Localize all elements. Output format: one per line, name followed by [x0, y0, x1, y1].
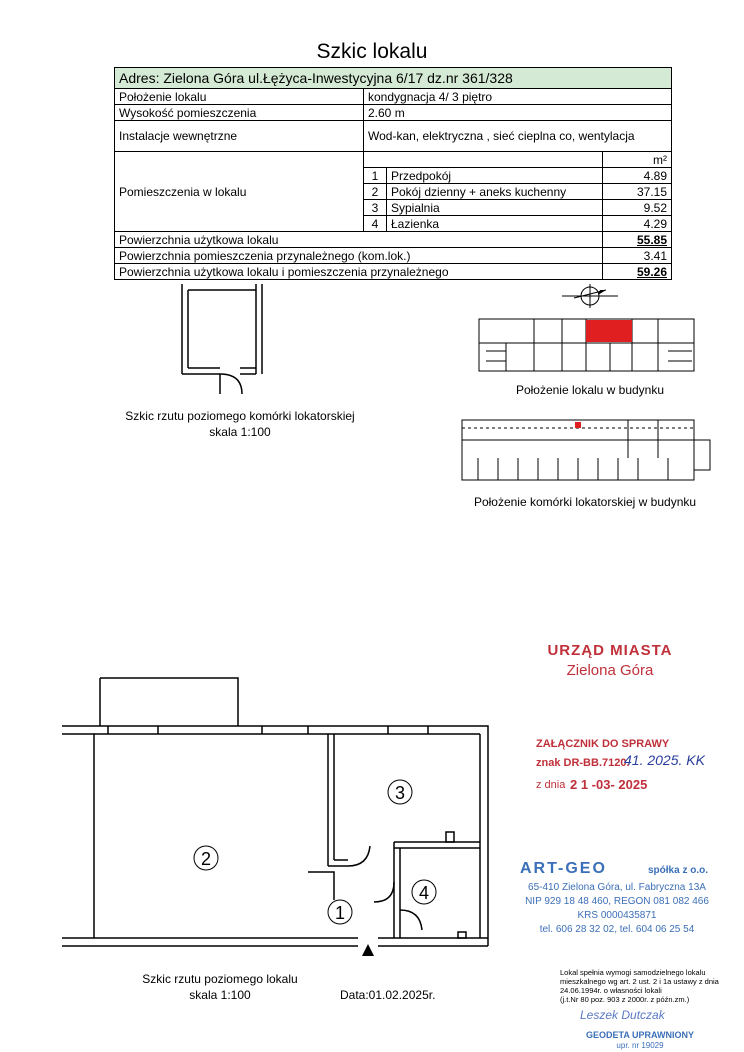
rooms-label: Pomieszczenia w lokalu — [115, 152, 364, 232]
table-row — [115, 105, 672, 121]
room-area: 4.89 — [603, 168, 672, 184]
room-label: 3 — [394, 783, 406, 803]
storage-plan — [160, 282, 290, 402]
legal-note-line: 24.06.1994r. o własności lokali — [560, 986, 662, 995]
surveyor-signature: Leszek Dutczak — [580, 1008, 665, 1022]
room-name: Łazienka — [387, 216, 603, 232]
legal-note-line: mieszkalnego wg art. 2 ust. 2 i 1a ustawy z dnia — [560, 977, 719, 986]
installations-label: Instalacje wewnętrzne — [115, 121, 364, 152]
room-name: Sypialnia — [387, 200, 603, 216]
storage-plan-caption: Szkic rzutu poziomego komórki lokatorskiej — [125, 409, 355, 423]
company-stamp-krs: KRS 0000435871 — [577, 910, 657, 921]
unit-plan-caption: Szkic rzutu poziomego lokalu — [142, 972, 298, 986]
room-name: Przedpokój — [387, 168, 603, 184]
attachment-stamp-date: 2 1 -03- 2025 — [570, 777, 648, 792]
office-stamp-line1: URZĄD MIASTA — [547, 642, 673, 659]
info-table — [114, 67, 672, 280]
legal-note — [560, 968, 730, 1004]
legal-note-line: (j.t.Nr 80 poz. 903 z 2000r. z późn.zm.) — [560, 995, 690, 1004]
installations-value: Wod-kan, elektryczna , sieć cieplna co, wentylacja — [364, 121, 672, 152]
surveyor-title: GEODETA UPRAWNIONY — [585, 1030, 694, 1040]
plan-date: Data:01.02.2025r. — [340, 988, 436, 1002]
height-label: Wysokość pomieszczenia — [115, 105, 364, 121]
total-label: Powierzchnia użytkowa lokalu i pomieszczenia przynależnego — [115, 264, 603, 280]
room-label: 1 — [334, 903, 346, 923]
table-row — [115, 89, 672, 105]
unit-highlight — [586, 320, 632, 342]
north-arrow-icon — [560, 282, 620, 310]
company-stamp-suffix: spółka z o.o. — [648, 865, 709, 876]
page-title: Szkic lokalu — [316, 40, 428, 63]
company-stamp-nip: NIP 929 18 48 460, REGON 081 082 466 — [525, 896, 709, 907]
room-number: 4 — [364, 216, 387, 232]
storage-location-caption: Położenie komórki lokatorskiej w budynku — [473, 495, 697, 509]
storage-plan-scale: skala 1:100 — [209, 425, 271, 439]
usable-label: Powierzchnia użytkowa lokalu — [115, 232, 603, 248]
company-stamp-address: 65-410 Zielona Góra, ul. Fabryczna 13A — [528, 882, 706, 893]
attachment-stamp-prefix: z dnia — [536, 779, 566, 791]
attachment-handwritten-ref: 41. 2025. KK — [624, 752, 705, 768]
table-row — [115, 248, 672, 264]
room-area: 37.15 — [603, 184, 672, 200]
unit-label: m² — [603, 152, 672, 168]
building-location-caption: Położenie lokalu w budynku — [515, 383, 665, 397]
usable-value: 55.85 — [603, 232, 672, 248]
attachment-stamp-line1: ZAŁĄCZNIK DO SPRAWY — [536, 738, 670, 750]
total-value: 59.26 — [603, 264, 672, 280]
room-area: 9.52 — [603, 200, 672, 216]
height-value: 2.60 m — [364, 105, 672, 121]
address: Adres: Zielona Góra ul.Łężyca-Inwestycyjna 6/17 dz.nr 361/328 — [115, 68, 672, 89]
room-number: 1 — [364, 168, 387, 184]
auxiliary-label: Powierzchnia pomieszczenia przynależnego (kom.lok.) — [115, 248, 603, 264]
company-stamp-tel: tel. 606 28 32 02, tel. 604 06 25 54 — [539, 924, 695, 935]
room-number: 3 — [364, 200, 387, 216]
surveyor-number: upr. nr 19029 — [616, 1041, 664, 1050]
company-stamp-name: ART-GEO — [520, 860, 607, 877]
table-row — [115, 152, 672, 168]
location-label: Położenie lokalu — [115, 89, 364, 105]
room-number: 2 — [364, 184, 387, 200]
table-row — [115, 121, 672, 152]
legal-note-line: Lokal spełnia wymogi samodzielnego lokalu — [560, 968, 706, 977]
building-location-diagram — [478, 315, 704, 377]
room-label: 2 — [200, 849, 212, 869]
location-value: kondygnacja 4/ 3 piętro — [364, 89, 672, 105]
room-area: 4.29 — [603, 216, 672, 232]
storage-highlight — [575, 422, 581, 428]
address-row — [115, 68, 672, 89]
entrance-arrow-icon — [362, 944, 374, 956]
unit-plan-scale: skala 1:100 — [189, 988, 251, 1002]
storage-location-diagram — [458, 418, 714, 494]
unit-floor-plan — [58, 670, 508, 970]
attachment-stamp-line2: znak DR-BB.7120. — [536, 757, 630, 769]
office-stamp-line2: Zielona Góra — [566, 662, 654, 679]
room-name: Pokój dzienny + aneks kuchenny — [387, 184, 603, 200]
table-row — [115, 264, 672, 280]
auxiliary-value: 3.41 — [603, 248, 672, 264]
table-row — [115, 232, 672, 248]
room-label: 4 — [418, 883, 430, 903]
